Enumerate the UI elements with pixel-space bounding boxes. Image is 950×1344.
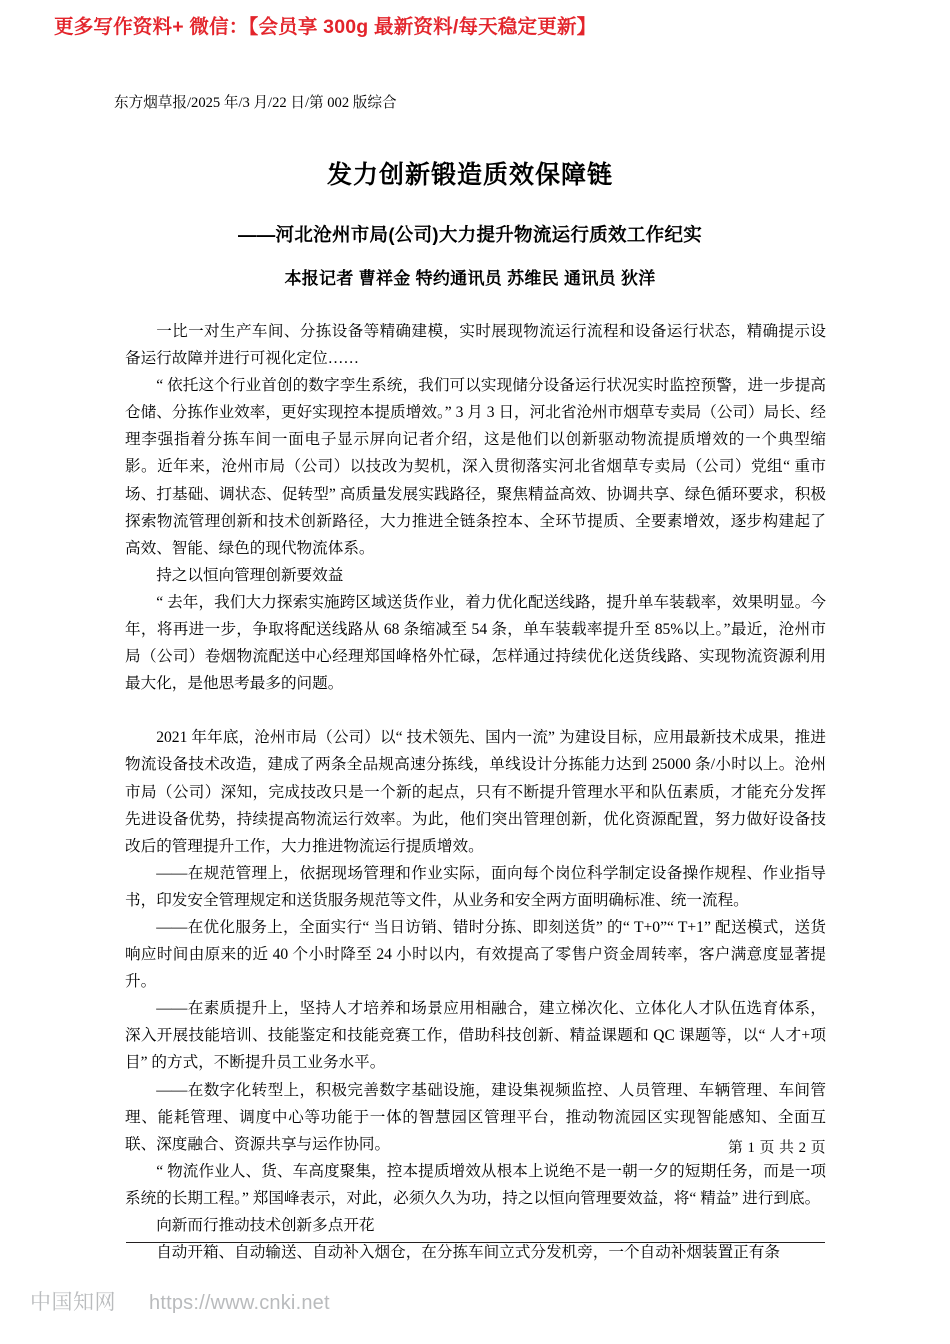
article-body: [125, 318, 826, 1266]
section-heading: 向新而行推动技术创新多点开花: [156, 1217, 375, 1234]
body-paragraph: ——在素质提升上，坚持人才培养和场景应用相融合，建立梯次化、立体化人才队伍选育体系，深入开展技能培训、技能鉴定和技能竞赛工作，借助科技创新、精益课题和 QC 课题等，以“ 人才+项目” 的方式，不断提升员工业务水平。: [125, 1000, 826, 1072]
cnki-logo-text: 中国知网: [30, 1291, 116, 1314]
cnki-watermark: [30, 1290, 330, 1316]
body-paragraph: 2021 年年底，沧州市局（公司）以“ 技术领先、国内一流” 为建设目标，应用最新技术成果，推进物流设备技术改造，建成了两条全品规高速分拣线，单线设计分拣能力达到 25000 条/小时以上。沧州市局（公司）深知，完成技改只是一个新的起点，只有不断提升管理水平和队伍素质，才能充分发挥先进设备优势，持续提高物流运行效率。为此，他们突出管理创新，优化资源配置，努力做好设备技改后的管理提升工作，大力推进物流运行提质增效。: [125, 729, 826, 855]
body-paragraph: “ 物流作业人、货、车高度聚集，控本提质增效从根本上说绝不是一朝一夕的短期任务，而是一项系统的长期工程。” 郑国峰表示，对此，必须久久为功，持之以恒向管理要效益，将“ 精益” 进行到底。: [125, 1162, 826, 1207]
body-paragraph: “ 依托这个行业首创的数字孪生系统，我们可以实现储分设备运行状况实时监控预警，进一步提高仓储、分拣作业效率，更好实现控本提质增效。” 3 月 3 日，河北省沧州市烟草专卖局（公司）局长、经理李强指着分拣车间一面电子显示屏向记者介绍，这是他们以创新驱动物流提质增效的一个典型缩影。近年来，沧州市局（公司）以技改为契机，深入贯彻落实河北省烟草专卖局（公司）党组“ 重市场、打基础、调状态、促转型” 高质量发展实践路径，聚焦精益高效、协调共享、绿色循环要求，积极探索物流管理创新和技术创新路径，大力推进全链条控本、全环节提质、全要素增效，逐步构建起了高效、智能、绿色的现代物流体系。: [125, 377, 826, 557]
body-paragraph: 自动开箱、自动输送、自动补入烟仓，在分拣车间立式分发机旁，一个自动补烟装置正有条: [156, 1244, 780, 1262]
promo-banner: 更多写作资料+ 微信：【会员享 300g 最新资料/每天稳定更新】: [54, 16, 597, 38]
body-paragraph: ——在优化服务上，全面实行“ 当日访销、错时分拣、即刻送货” 的“ T+0”“ T+1” 配送模式，送货响应时间由原来的近 40 个小时降至 24 小时以内，有效提高了零售户资金周转率，客户满意度显著提升。: [125, 918, 826, 991]
article-title: 发力创新锻造质效保障链: [326, 161, 613, 189]
article-byline: 本报记者 曹祥金 特约通讯员 苏维民 通讯员 狄洋: [284, 269, 656, 288]
cnki-url: https://www.cnki.net: [149, 1292, 330, 1314]
section-heading: 持之以恒向管理创新要效益: [156, 566, 344, 584]
footer-divider: [126, 1242, 825, 1243]
article-subtitle: ——河北沧州市局(公司)大力提升物流运行质效工作纪实: [237, 224, 703, 245]
body-paragraph: 一比一对生产车间、分拣设备等精确建模，实时展现物流运行流程和设备运行状态，精确提示设备运行故障并进行可视化定位……: [125, 323, 826, 368]
publication-source-line: 东方烟草报/2025 年/3 月/22 日/第 002 版综合: [114, 95, 397, 111]
page-number-footer: 第 1 页 共 2 页: [728, 1140, 826, 1156]
body-paragraph: ——在数字化转型上，积极完善数字基础设施，建设集视频监控、人员管理、车辆管理、车间管理、能耗管理、调度中心等功能于一体的智慧园区管理平台，推动物流园区实现智能感知、全面互联、深度融合、资源共享与运作协同。: [125, 1081, 826, 1153]
body-paragraph: “ 去年，我们大力探索实施跨区域送货作业，着力优化配送线路，提升单车装载率，效果明显。今年，将再进一步，争取将配送线路从 68 条缩减至 54 条，单车装载率提升至 85%以上。”最近，沧州市局（公司）卷烟物流配送中心经理郑国峰格外忙碌，怎样通过持续优化送货线路、实现物流资源利用最大化，是他思考最多的问题。: [125, 593, 826, 693]
body-paragraph: ——在规范管理上，依据现场管理和作业实际，面向每个岗位科学制定设备操作规程、作业指导书，印发安全管理规定和送货服务规范等文件，从业务和安全两方面明确标准、统一流程。: [125, 864, 826, 909]
